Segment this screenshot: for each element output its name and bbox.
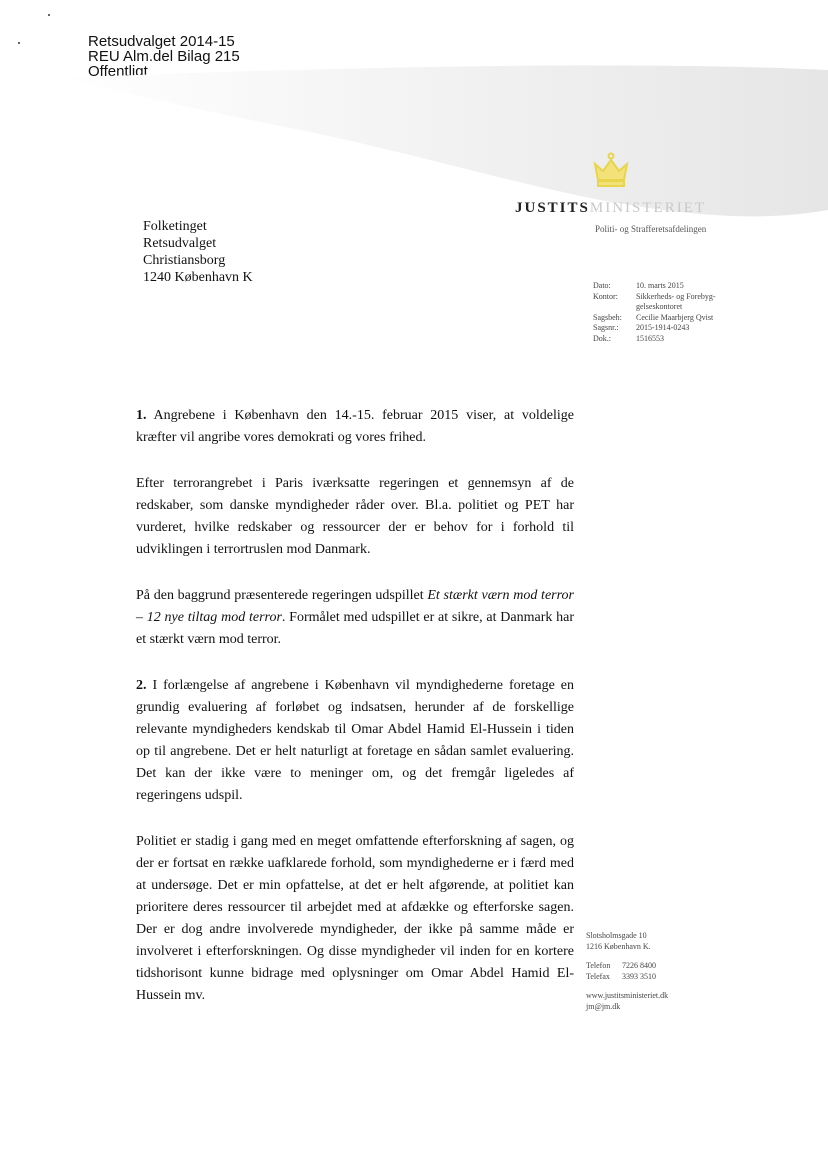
meta-label: Sagsnr.: <box>593 323 619 332</box>
paragraph-text: I forlængelse af angrebene i København vil myndighederne foretage en grundig evaluering af forløbet og indsatsen, herunder af de forskellige relevante myndigheders kendskab til Omar Abdel Hamid El-Hussein i tiden op til angrebene. Det er helt naturligt at foretage en sådan samlet evaluering. Det kan der ikke være to meninger om, og det fremgår ligeledes af regeringens udspil. <box>136 678 575 803</box>
meta-label: Kontor: <box>593 291 618 301</box>
phone-number: 7226 8400 <box>622 961 656 970</box>
postal-address <box>586 930 668 952</box>
publication-title: Et stærkt værn mod terror – 12 nye tiltag mod terror <box>136 588 574 625</box>
meta-row <box>593 302 716 313</box>
meta-label: Sagsbeh: <box>593 312 622 322</box>
scan-speck <box>48 14 50 16</box>
address-line: Christiansborg <box>143 253 226 268</box>
meta-value: Cecilie Maarbjerg Qvist <box>636 312 714 322</box>
address-line: Retsudvalget <box>143 236 217 251</box>
paragraph-text: . Formålet med udspillet er at sikre, at Danmark har et stærkt værn mod terror. <box>136 610 574 647</box>
stamp-line: Retsudvalget 2014-15 <box>88 33 235 50</box>
meta-row <box>593 281 716 292</box>
section-number: 2. <box>136 678 147 693</box>
meta-row <box>593 323 716 334</box>
meta-row <box>593 292 716 303</box>
phone-label: Telefon <box>586 961 611 970</box>
meta-label: Dato: <box>593 281 611 290</box>
meta-label <box>593 302 636 313</box>
crown-icon <box>590 150 632 192</box>
ministry-contact <box>586 930 668 1012</box>
stamp-line: REU Alm.del Bilag 215 <box>88 48 240 65</box>
meta-label: Dok.: <box>593 333 611 343</box>
phone-block <box>586 960 668 982</box>
meta-row <box>593 313 716 324</box>
logo-bold-part: JUSTITS <box>515 200 590 216</box>
section-number: 1. <box>136 408 147 423</box>
address-line: Folketinget <box>143 219 207 234</box>
scan-speck <box>18 42 20 44</box>
paragraph-text: Angrebene i København den 14.-15. februar 2015 viser, at voldelige kræfter vil angribe vores demokrati og vores frihed. <box>136 408 574 445</box>
website-link[interactable]: www.justitsministeriet.dk <box>586 991 669 1000</box>
paragraph-2: Efter terrorangrebet i Paris iværksatte regeringen et gennemsyn af de redskaber, som danske myndigheder råder over. Bl.a. politiet og PET har vurderet, hvilke redskaber og ressourcer der er behov for i forhold til udviklingen i terrortruslen mod Danmark. <box>136 476 574 557</box>
document-metadata <box>593 281 716 344</box>
ministry-logo <box>515 200 706 217</box>
paragraph-text: På den baggrund præsenterede regeringen udspillet <box>136 588 428 603</box>
fax-label: Telefax <box>586 972 610 981</box>
paragraph-4 <box>136 675 574 807</box>
meta-value: gelseskontoret <box>636 302 683 311</box>
street: Slotsholmsgade 10 <box>586 931 647 940</box>
email-link[interactable]: jm@jm.dk <box>586 1002 621 1011</box>
city: 1216 København K. <box>586 942 651 951</box>
paragraph-3 <box>136 585 574 651</box>
recipient-address <box>143 218 253 286</box>
meta-value: 2015-1914-0243 <box>636 323 690 332</box>
stamp-line: Offentligt <box>88 63 148 80</box>
paragraph-5: Politiet er stadig i gang med en meget omfattende efterforskning af sagen, og der er fortsat en række uafklarede forhold, som myndighederne er i færd med at undersøge. Det er min opfattelse, at det er helt afgørende, at politiet kan prioritere deres ressourcer til arbejdet med at afdække og efterforske sagen. Der er dog andre involverede myndigheder, der ikke på samme måde er involveret i efterforskningen. Og disse myndigheder vil inden for en kortere tidshorisont kunne bidrage med oplysninger om Omar Abdel Hamid El-Hussein mv. <box>136 834 574 1003</box>
fax-number: 3393 3510 <box>622 972 656 981</box>
paragraph-1 <box>136 405 574 449</box>
meta-value: Sikkerheds- og Forebyg- <box>636 291 716 301</box>
letter-body <box>136 405 574 1031</box>
logo-light-part: MINISTERIET <box>589 200 707 216</box>
meta-value: 10. marts 2015 <box>636 281 684 290</box>
department-name: Politi- og Strafferetsafdelingen <box>595 224 707 234</box>
meta-value: 1516553 <box>636 333 664 343</box>
meta-row <box>593 334 716 345</box>
address-line: 1240 København K <box>143 270 253 285</box>
